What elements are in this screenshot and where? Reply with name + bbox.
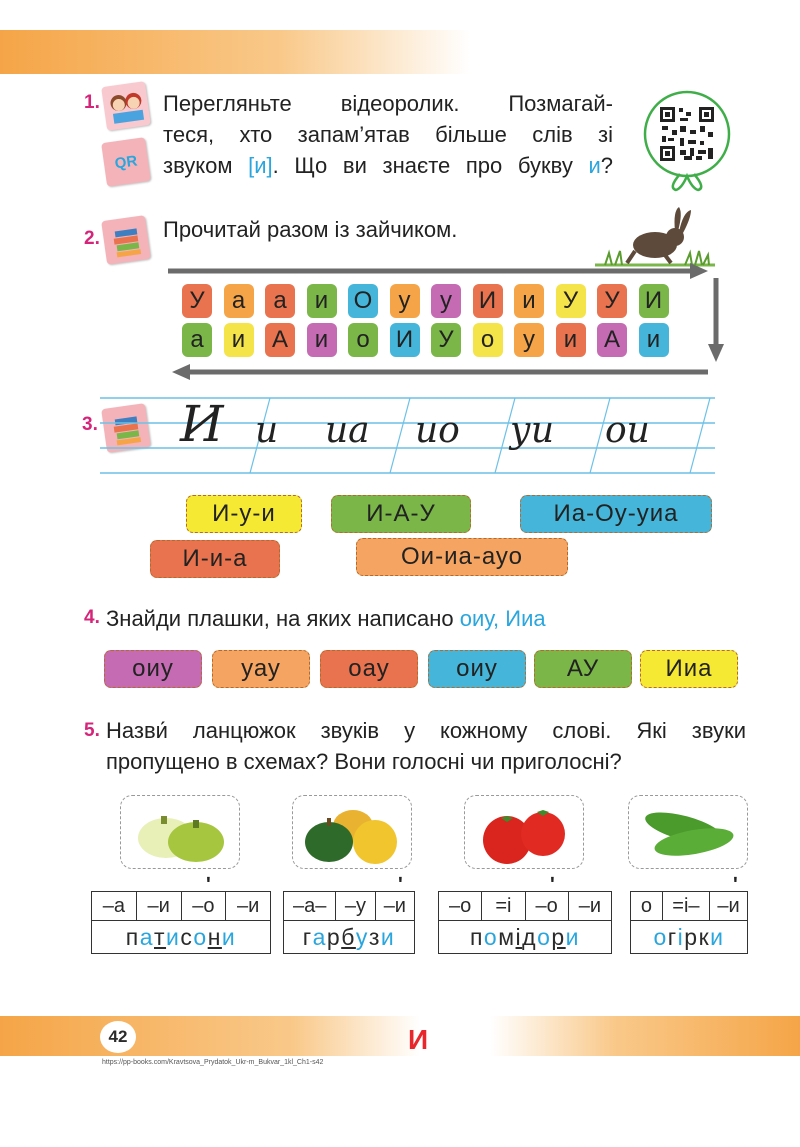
scheme-cell: –а <box>92 892 137 920</box>
syllable-plank[interactable]: Иа-Оу-уиа <box>520 495 712 533</box>
letter-tile: У <box>431 323 461 357</box>
books-icon <box>101 215 151 265</box>
kids-reading-icon <box>101 81 151 131</box>
word-letter: и <box>380 923 396 950</box>
cucumbers-picture <box>628 795 748 869</box>
word-plank[interactable]: оау <box>320 650 418 688</box>
pattypan-picture <box>120 795 240 869</box>
word-3 <box>438 921 612 954</box>
syllable-plank[interactable]: И-у-и <box>186 495 302 533</box>
letter-tile: а <box>182 323 212 357</box>
scheme-cell: –и <box>137 892 182 920</box>
letter-tile: У <box>556 284 586 318</box>
scheme-cell: =і <box>482 892 525 920</box>
word-letter: і <box>515 923 523 950</box>
footer-bar-left <box>0 1016 420 1056</box>
letter-tile: И <box>390 323 420 357</box>
cursive-2: и <box>255 410 279 451</box>
sound-scheme-1 <box>91 891 271 921</box>
task-1-number: 1. <box>84 92 100 113</box>
letter-tile: и <box>514 284 544 318</box>
page-number: 42 <box>100 1021 136 1053</box>
letter-tile: У <box>182 284 212 318</box>
tomatoes-picture <box>464 795 584 869</box>
cucumber-icon <box>629 796 747 868</box>
task-1-line1: Перегляньте відеоролик. Позмагай- <box>163 91 613 116</box>
scheme-cell: –о <box>526 892 569 920</box>
task-4-number: 4. <box>84 607 100 628</box>
task-1-sound: [и] <box>248 153 273 178</box>
letter-tile: а <box>224 284 254 318</box>
footer-bar-right <box>490 1016 800 1056</box>
word-letter: и <box>565 923 581 950</box>
footer-url: https://pp-books.com/Kravtsova_Prydatok_Ukr-m_Bukvar_1kl_Ch1-s42 <box>102 1059 324 1066</box>
pumpkin-picture <box>292 795 412 869</box>
pattypan-icon <box>121 796 239 868</box>
word-plank[interactable]: уау <box>212 650 310 688</box>
word-letter: т <box>154 923 167 950</box>
stress-mark: ʹ <box>550 874 555 896</box>
task-5-text <box>106 715 746 777</box>
letter-tile: и <box>307 284 337 318</box>
word-letter: п <box>469 923 484 950</box>
word-letter: и <box>221 923 237 950</box>
task-4-highlight: оиу, Ииа <box>459 606 546 631</box>
word-letter: и <box>710 923 725 950</box>
word-letter: р <box>326 923 342 950</box>
stress-mark: ʹ <box>398 874 403 896</box>
letter-row-2 <box>182 323 702 359</box>
word-letter: и <box>166 923 181 950</box>
word-letter: к <box>698 923 711 950</box>
word-letter: о <box>483 923 499 950</box>
word-2 <box>283 921 415 954</box>
syllable-plank[interactable]: Ои-иа-ауо <box>356 538 568 576</box>
task-2-number: 2. <box>84 228 100 249</box>
scheme-cell: =і– <box>663 892 710 920</box>
cursive-4: ио <box>415 410 460 451</box>
qr-label: QR <box>113 152 139 172</box>
tomato-icon <box>465 796 583 868</box>
task-5-number: 5. <box>84 720 100 741</box>
letter-tile: А <box>265 323 295 357</box>
cursive-5: уи <box>510 410 555 451</box>
letter-tile: а <box>265 284 295 318</box>
scheme-cell: –и <box>236 894 260 917</box>
word-letter: о <box>653 923 668 950</box>
word-letter: з <box>368 923 381 950</box>
cursive-3: иа <box>325 410 370 451</box>
qr-sticker <box>101 137 151 187</box>
task-1-letter: и <box>588 153 601 178</box>
task-1-line3-c: . Що ви знаєте про букву <box>272 153 589 178</box>
word-letter: і <box>677 923 685 950</box>
stress-mark: ʹ <box>206 874 211 896</box>
word-letter: м <box>498 923 516 950</box>
syllable-plank[interactable]: И-и-а <box>150 540 280 578</box>
letter-tile: и <box>556 323 586 357</box>
letter-tile: у <box>431 284 461 318</box>
word-letter: б <box>341 923 356 950</box>
word-plank[interactable]: оиу <box>428 650 526 688</box>
scheme-cell: –и <box>578 894 602 917</box>
pumpkin-icon <box>293 796 411 868</box>
word-letter: а <box>139 923 154 950</box>
word-letter: р <box>551 923 566 950</box>
word-letter: г <box>302 923 313 950</box>
letter-tile: У <box>597 284 627 318</box>
task-1-text <box>163 88 613 181</box>
scheme-cell: –и <box>383 894 406 917</box>
letter-row-1 <box>182 284 702 320</box>
letter-tile: и <box>307 323 337 357</box>
task-2-text: Прочитай разом із зайчиком. <box>163 217 458 242</box>
word-letter: у <box>355 923 369 950</box>
task-3-number: 3. <box>82 414 98 435</box>
letter-tile: И <box>473 284 503 318</box>
word-letter: н <box>207 923 222 950</box>
letter-tile: и <box>224 323 254 357</box>
letter-tile: О <box>348 284 378 318</box>
task-1-line3-e: ? <box>600 153 614 178</box>
word-plank[interactable]: Ииа <box>640 650 738 688</box>
word-plank[interactable]: оиу <box>104 650 202 688</box>
scheme-cell: –о <box>439 892 482 920</box>
sound-scheme-2 <box>283 891 415 921</box>
word-plank[interactable]: АУ <box>534 650 632 688</box>
word-4 <box>630 921 748 954</box>
stress-mark: ʹ <box>733 874 738 896</box>
scheme-cell: о <box>631 892 663 920</box>
qr-code[interactable] <box>640 86 735 196</box>
task-5-line1: Назви́ ланцюжок звуків у кожному слові. Які звуки <box>106 718 746 743</box>
word-letter: д <box>522 923 538 950</box>
letter-tile: о <box>473 323 503 357</box>
word-letter: а <box>312 923 327 950</box>
header-bar <box>0 30 470 74</box>
word-1 <box>91 921 271 954</box>
task-1-line2: теся, хто запам’ятав більше слів зі <box>163 122 613 147</box>
scheme-cell: –о <box>182 892 227 920</box>
sound-scheme-4 <box>630 891 748 921</box>
task-4-prompt: Знайди плашки, на яких написано <box>106 606 460 631</box>
letter-tile: о <box>348 323 378 357</box>
word-letter: г <box>667 923 678 950</box>
task-4-text <box>106 603 546 634</box>
qr-code-icon <box>640 86 735 196</box>
sound-scheme-3 <box>438 891 612 921</box>
page-letter: И <box>408 1024 429 1055</box>
task-5-line2: пропущено в схемах? Вони голосні чи приголосні? <box>106 749 622 774</box>
word-letter: о <box>193 923 208 950</box>
word-letter: р <box>684 923 699 950</box>
cursive-1: И <box>180 395 224 453</box>
letter-tile: и <box>639 323 669 357</box>
scheme-cell: –у <box>336 892 375 920</box>
task-1-line3-a: звуком <box>163 153 249 178</box>
letter-tile: у <box>514 323 544 357</box>
letter-tile: И <box>639 284 669 318</box>
letter-tile: у <box>390 284 420 318</box>
scheme-cell: –а– <box>284 892 336 920</box>
word-letter: о <box>537 923 552 950</box>
word-letter: с <box>180 923 194 950</box>
syllable-plank[interactable]: И-А-У <box>331 495 471 533</box>
cursive-6: ои <box>605 410 650 451</box>
letter-tile: А <box>597 323 627 357</box>
word-letter: п <box>125 923 140 950</box>
scheme-cell: –и <box>717 894 740 917</box>
